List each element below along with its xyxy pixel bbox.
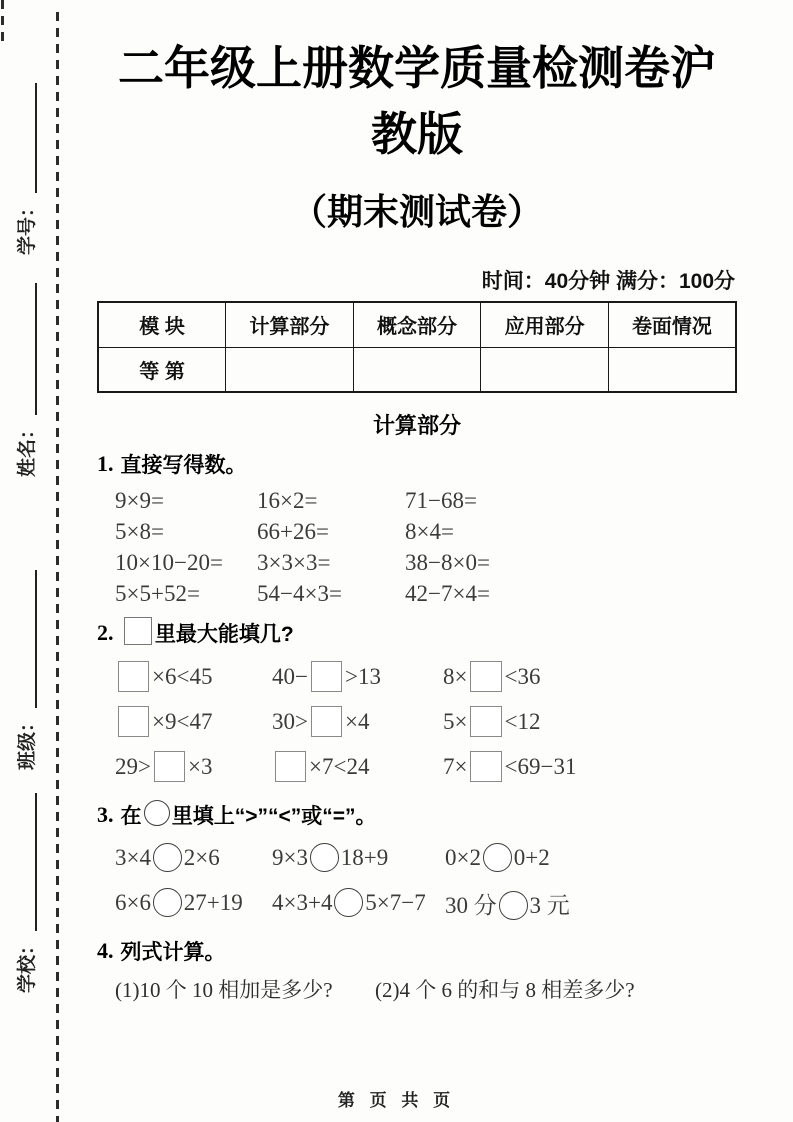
- page-subtitle: （期末测试卷）: [290, 191, 543, 232]
- equation: 54−4×3=: [257, 581, 342, 606]
- question-4-text: 列式计算。: [120, 941, 226, 964]
- school-label: 学校：: [16, 935, 38, 993]
- equation: 71−68=: [405, 488, 477, 513]
- equation: 5×5+52=: [115, 581, 200, 606]
- question-4-number: 4.: [97, 938, 114, 963]
- seal-dashed-line: [56, 12, 59, 1122]
- question-2-text: 里最大能填几?: [121, 618, 294, 648]
- comparison-circle: [153, 843, 182, 872]
- seal-field-name: [10, 283, 40, 477]
- answer-box: [118, 706, 149, 737]
- student-number-blank-line: [35, 83, 37, 193]
- answer-box: [275, 751, 306, 782]
- question-3-number: 3.: [97, 802, 114, 827]
- answer-box: [118, 661, 149, 692]
- exam-info: 时间：40分钟 满分：100分: [481, 270, 735, 293]
- student-number-label: 学号：: [16, 197, 38, 255]
- school-blank-line: [35, 793, 37, 931]
- seal-field-school: [10, 793, 40, 993]
- grade-cell: [481, 347, 609, 392]
- grade-cell: [608, 347, 736, 392]
- comparison-circle: [144, 800, 170, 826]
- question-3-text: 在 里填上“>”“<”或“=”。: [121, 800, 377, 830]
- equation: 66+26=: [257, 519, 329, 544]
- answer-box: [124, 617, 152, 645]
- score-header-calculation: 计算部分: [226, 302, 354, 347]
- score-header-module: 模 块: [98, 302, 226, 347]
- equation: 8×4=: [405, 519, 454, 544]
- equation-with-circle: 3×4 2×6: [115, 845, 272, 874]
- question-4-grid: [115, 974, 737, 1004]
- question-2-grid: [115, 656, 737, 791]
- word-problem-1: (1)10 个 10 相加是多少?: [115, 978, 333, 1002]
- grade-cell: [226, 347, 354, 392]
- equation: 9×9=: [115, 488, 164, 513]
- content-area: [97, 0, 737, 1004]
- answer-box: [470, 661, 501, 692]
- equation: 5×8=: [115, 519, 164, 544]
- comparison-circle: [499, 891, 528, 920]
- class-label: 班级：: [16, 712, 38, 770]
- equation-with-box: 7× <69−31: [443, 753, 737, 784]
- score-table-grade-row: [98, 347, 736, 392]
- score-header-concept: 概念部分: [353, 302, 481, 347]
- word-problem-2: (2)4 个 6 的和与 8 相差多少?: [375, 978, 635, 1002]
- equation: 10×10−20=: [115, 550, 223, 575]
- equation-with-box: ×6<45: [115, 663, 272, 694]
- seal-field-student-number: [10, 83, 40, 255]
- equation-with-circle: 0×2 0+2: [445, 845, 737, 874]
- equation-with-circle: 4×3+4 5×7−7: [272, 890, 445, 919]
- comparison-circle: [483, 843, 512, 872]
- comparison-circle: [310, 843, 339, 872]
- equation-with-circle: 6×6 27+19: [115, 890, 272, 919]
- grade-row-label: 等 第: [98, 347, 226, 392]
- page-title: 二年级上册数学质量检测卷沪教版: [118, 42, 716, 160]
- seal-field-class: [10, 570, 40, 770]
- answer-box: [154, 751, 185, 782]
- equation: 3×3×3=: [257, 550, 331, 575]
- question-1-prompt: [97, 449, 737, 479]
- equation-with-box: ×9<47: [115, 708, 272, 739]
- question-3-grid: [115, 837, 737, 927]
- question-4-prompt: [97, 936, 737, 966]
- equation-with-box: 8× <36: [443, 663, 737, 694]
- question-3-prompt: [97, 800, 737, 830]
- question-2-number: 2.: [97, 620, 114, 645]
- score-table-header-row: [98, 302, 736, 347]
- grade-cell: [353, 347, 481, 392]
- answer-box: [311, 661, 342, 692]
- answer-box: [311, 706, 342, 737]
- equation: 16×2=: [257, 488, 318, 513]
- corner-dash-line: [1, 0, 4, 42]
- question-1-text: 直接写得数。: [120, 454, 247, 477]
- score-header-application: 应用部分: [481, 302, 609, 347]
- comparison-circle: [334, 888, 363, 917]
- equation: 42−7×4=: [405, 581, 490, 606]
- equation-with-circle: 30 分 3 元: [445, 887, 737, 922]
- page-footer: 第 页 共 页: [337, 1091, 456, 1110]
- equation-with-box: ×7<24: [272, 753, 443, 784]
- equation-with-box: 5× <12: [443, 708, 737, 739]
- equation: 38−8×0=: [405, 550, 490, 575]
- class-blank-line: [35, 570, 37, 708]
- equation-with-box: 29> ×3: [115, 753, 272, 784]
- equation-with-box: 30> ×4: [272, 708, 443, 739]
- equation-with-box: 40− >13: [272, 663, 443, 694]
- equation-with-circle: 9×3 18+9: [272, 845, 445, 874]
- question-2-prompt: [97, 618, 737, 648]
- name-blank-line: [35, 283, 37, 415]
- comparison-circle: [153, 888, 182, 917]
- question-1-grid: [115, 485, 737, 609]
- question-1-number: 1.: [97, 451, 114, 476]
- score-table: [97, 301, 737, 393]
- name-label: 姓名：: [16, 419, 38, 477]
- section-title: 计算部分: [372, 413, 461, 438]
- score-header-presentation: 卷面情况: [608, 302, 736, 347]
- answer-box: [470, 751, 501, 782]
- answer-box: [470, 706, 501, 737]
